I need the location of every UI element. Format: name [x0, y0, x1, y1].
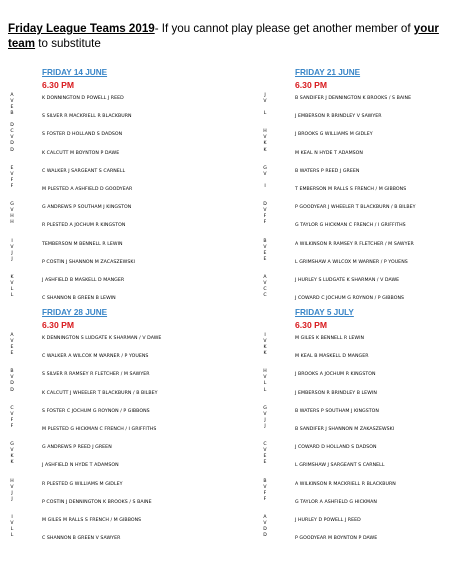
team-players: M PLESTED A ASHFIELD D GOODYEAR: [42, 187, 133, 192]
team-code: [6, 269, 18, 275]
team-players: P COSTIN J DENNINGTON K BROOKS / S BAINE: [42, 499, 152, 505]
fixture-row: [6, 239, 234, 259]
fixture-row: [259, 406, 457, 426]
team-players: M KEAL B MASKELL D MANGER: [295, 354, 369, 360]
team-code: [259, 232, 271, 238]
team-codes: [259, 497, 271, 515]
team-codes: [259, 148, 271, 166]
team-code: D: [10, 141, 14, 147]
fixture-row: [259, 275, 457, 295]
team-players: A WILKINSON R RAMSEY R FLETCHER / M SAWYER: [295, 241, 414, 247]
fixture-row: [259, 460, 457, 480]
fixture-row: [6, 129, 234, 149]
team-code: K: [263, 351, 267, 357]
team-players: K CALCUTT M BOYNTON P DAWE: [42, 150, 120, 156]
team-codes: [259, 293, 271, 311]
team-code: A: [263, 515, 267, 520]
team-code: B: [263, 478, 267, 484]
team-code: [259, 509, 271, 515]
team-players: S SILVER R RAMSEY R FLETCHER / M SAWYER: [42, 372, 150, 378]
team-players: J ASHFIELD B MASKELL D MANGER: [42, 278, 125, 283]
team-players: M GILES K BENNELL R LEWIN: [295, 336, 365, 341]
fixture-row: [259, 184, 457, 204]
team-code: V: [10, 521, 14, 526]
team-codes: [6, 351, 18, 369]
team-code: V: [10, 448, 14, 454]
team-codes: [6, 111, 18, 129]
fixture-row: [259, 497, 457, 517]
team-code: B: [263, 238, 267, 244]
fixture-row: [6, 369, 234, 389]
team-code: I: [11, 515, 13, 520]
team-codes: [6, 275, 18, 293]
team-players: J HURLEY S LUDGATE K SHARMAN / V DAWE: [295, 278, 400, 283]
team-codes: [6, 497, 18, 515]
fixture-row: [6, 93, 234, 113]
team-code: L: [263, 381, 267, 387]
team-players: J EMBERSON R BRINDLEY B LEWIN: [295, 390, 377, 396]
team-players: G ANDREWS P REED J GREEN: [42, 445, 112, 451]
team-code: [259, 178, 271, 184]
team-code: V: [10, 171, 14, 177]
team-codes: [6, 220, 18, 238]
fixture-row: [259, 388, 457, 408]
team-code: H: [263, 129, 267, 135]
team-players: B SANDIFER J DENNINGTON K BROOKS / S BAINE: [295, 96, 412, 101]
fixture-row: [259, 424, 457, 444]
team-code: L: [263, 111, 267, 117]
team-players: C WALKER A WILCOX M WARNER / P YOUENS: [42, 354, 149, 360]
team-codes: [6, 369, 18, 387]
team-codes: [259, 239, 271, 257]
team-codes: [6, 166, 18, 184]
team-codes: [259, 406, 271, 424]
team-code: D: [263, 533, 267, 539]
team-code: I: [11, 238, 13, 244]
team-code: G: [263, 405, 267, 411]
team-players: S FOSTER D HOLLAND S DADSON: [42, 132, 123, 138]
team-players: J COWARD D HOLLAND S DADSON: [295, 445, 377, 451]
team-code: [6, 472, 18, 478]
team-codes: [259, 479, 271, 497]
team-code: B: [10, 111, 14, 117]
team-code: H: [10, 214, 14, 220]
team-codes: [259, 184, 271, 202]
team-players: B WATERS P REED J GREEN: [295, 168, 360, 174]
team-players: R PLESTED G WILLIAMS M GIDLEY: [42, 481, 123, 487]
team-code: F: [263, 214, 267, 220]
team-players: G TAYLOR A ASHFIELD G HICKMAN: [295, 499, 377, 505]
team-players: B WATERS P SOUTHAM J KINGSTON: [295, 408, 379, 414]
team-code: V: [263, 521, 267, 526]
fixture-date: FRIDAY 5 JULY: [295, 308, 354, 317]
team-players: T EMBERSON M RALLS S FRENCH / M GIBBONS: [295, 187, 407, 192]
team-code: [6, 305, 18, 311]
team-players: K DONNINGTON D POWELL J REED: [42, 96, 124, 101]
fixture-time: 6.30 PM: [42, 320, 75, 330]
team-code: C: [263, 293, 267, 299]
team-code: C: [263, 287, 267, 292]
fixture-row: [259, 148, 457, 168]
team-codes: [6, 333, 18, 351]
team-code: C: [263, 442, 267, 448]
fixture-row: [259, 93, 457, 113]
team-code: V: [10, 244, 14, 250]
team-players: B SANDIFER J SHANNON M ZAKASZEWSKI: [295, 427, 395, 432]
team-code: F: [10, 177, 14, 183]
team-codes: [259, 257, 271, 275]
team-code: L: [10, 293, 14, 299]
team-code: V: [10, 375, 14, 381]
team-players: J ASHFIELD N HYDE T ADAMSON: [42, 463, 119, 469]
team-code: D: [10, 387, 14, 393]
team-codes: [6, 93, 18, 111]
team-code: [6, 545, 18, 551]
team-code: J: [264, 417, 266, 423]
team-players: TEMBERSON M BENNELL R LEWIN: [42, 241, 123, 247]
team-code: E: [10, 165, 14, 171]
team-code: L: [263, 387, 267, 393]
team-players: A WILKINSON R MACKRIELL R BLACKBURN: [295, 481, 396, 487]
fixture-row: [259, 515, 457, 535]
team-codes: [259, 388, 271, 406]
fixture-row: [6, 388, 234, 408]
team-players: P COSTIN J SHANNON M ZACASZEWSKI: [42, 259, 135, 265]
team-code: K: [263, 345, 267, 350]
team-players: G TAYLOR G HICKMAN C FRENCH / I GRIFFITHS: [295, 223, 406, 229]
team-players: J BROOKS A JOCHUM R KINGSTON: [295, 372, 376, 378]
fixture-row: [6, 220, 234, 240]
team-code: [259, 305, 271, 311]
fixture-row: [6, 515, 234, 535]
team-code: [6, 232, 18, 238]
team-code: [259, 545, 271, 551]
team-code: L: [10, 533, 14, 539]
team-code: [259, 269, 271, 275]
team-code: I: [264, 333, 266, 338]
team-code: E: [10, 105, 14, 110]
fixture-row: [6, 424, 234, 444]
fixture-row: [259, 479, 457, 499]
team-players: C SHANNON B GREEN B LEWIN: [42, 296, 116, 302]
team-code: G: [10, 202, 14, 208]
team-codes: [259, 220, 271, 238]
team-players: S SILVER R MACKRIELL R BLACKBURN: [42, 114, 132, 120]
team-codes: [6, 533, 18, 551]
team-players: J COWARD C JOCHUM G ROYNON / P GIBBONS: [295, 296, 405, 302]
team-code: J: [11, 250, 13, 256]
header-instruction-end: to substitute: [35, 37, 101, 50]
team-code: V: [263, 411, 267, 417]
fixture-row: [259, 533, 457, 553]
team-players: L GRIMSHAW J SARGEANT S CARNELL: [295, 463, 385, 469]
fixture-row: [259, 351, 457, 371]
team-codes: [259, 424, 271, 442]
fixture-row: [6, 333, 234, 353]
fixture-row: [6, 293, 234, 313]
team-codes: [6, 388, 18, 406]
fixture-row: [259, 220, 457, 240]
team-code: E: [263, 460, 267, 466]
team-code: J: [11, 256, 13, 262]
team-code: A: [10, 93, 14, 98]
team-code: F: [263, 220, 267, 226]
fixture-time: 6.30 PM: [295, 320, 328, 330]
team-code: [6, 160, 18, 166]
team-players: M KEAL N HYDE T ADAMSON: [295, 150, 363, 156]
team-players: C SHANNON B GREEN V SAWYER: [42, 536, 121, 542]
team-codes: [259, 442, 271, 460]
team-codes: [259, 202, 271, 220]
fixture-row: [6, 533, 234, 553]
team-codes: [6, 515, 18, 533]
team-code: K: [10, 275, 14, 280]
team-code: G: [10, 442, 14, 448]
fixture-row: [259, 129, 457, 149]
fixture-date: FRIDAY 28 JUNE: [42, 308, 108, 317]
fixture-row: [259, 442, 457, 462]
team-code: L: [10, 527, 14, 532]
fixture-row: [6, 479, 234, 499]
team-code: K: [10, 454, 14, 460]
team-code: J: [11, 496, 13, 502]
fixture-row: [6, 148, 234, 168]
team-code: D: [10, 147, 14, 153]
page-header: [8, 21, 454, 51]
team-players: S FOSTER C JOCHUM G ROYNON / P GIBBONS: [42, 408, 150, 414]
team-players: J HURLEY D POWELL J REED: [295, 518, 361, 523]
fixture-row: [259, 239, 457, 259]
team-code: V: [10, 411, 14, 417]
team-codes: [259, 515, 271, 533]
team-codes: [259, 111, 271, 129]
team-codes: [259, 275, 271, 293]
fixture-row: [259, 369, 457, 389]
team-code: V: [263, 281, 267, 286]
fixture-row: [259, 202, 457, 222]
fixture-row: [6, 442, 234, 462]
team-code: E: [10, 351, 14, 357]
team-codes: [6, 442, 18, 460]
team-codes: [259, 166, 271, 184]
fixture-row: [6, 111, 234, 131]
fixture-row: [6, 184, 234, 204]
team-code: V: [10, 99, 14, 104]
fixture-time: 6.30 PM: [42, 80, 75, 90]
team-code: V: [263, 375, 267, 381]
team-codes: [259, 93, 271, 111]
team-code: B: [10, 369, 14, 375]
team-code: F: [263, 496, 267, 502]
header-instruction: - If you cannot play please get another member of: [154, 22, 414, 35]
team-code: V: [263, 208, 267, 214]
team-code: V: [263, 99, 267, 104]
team-code: V: [263, 448, 267, 454]
team-code: F: [10, 417, 14, 423]
team-code: J: [264, 424, 266, 429]
team-codes: [6, 129, 18, 147]
fixture-row: [259, 111, 457, 131]
team-codes: [6, 479, 18, 497]
fixture-time: 6.30 PM: [295, 80, 328, 90]
fixture-row: [6, 460, 234, 480]
fixture-date: FRIDAY 21 JUNE: [295, 68, 361, 77]
fixture-row: [6, 275, 234, 295]
team-players: M GILES M RALLS S FRENCH / M GIBBONS: [42, 518, 142, 523]
fixture-row: [6, 202, 234, 222]
fixture-row: [259, 333, 457, 353]
fixture-row: [6, 406, 234, 426]
team-code: V: [263, 135, 267, 141]
team-code: [259, 400, 271, 406]
team-code: D: [263, 527, 267, 532]
team-code: D: [10, 381, 14, 387]
fixture-date: FRIDAY 14 JUNE: [42, 68, 108, 77]
team-code: D: [263, 202, 267, 208]
team-code: V: [10, 135, 14, 141]
team-players: P GOODYEAR M BOYNTON P DAWE: [295, 536, 378, 542]
team-code: V: [10, 281, 14, 286]
team-code: E: [263, 454, 267, 460]
team-code: C: [10, 405, 14, 411]
fixture-row: [259, 166, 457, 186]
header-emphasis: your team: [8, 22, 439, 50]
team-players: J BROOKS G WILLIAMS M GIDLEY: [295, 132, 373, 138]
fixture-row: [259, 257, 457, 277]
team-players: L GRIMSHAW A WILCOX M WARNER / P YOUENS: [295, 259, 408, 265]
team-code: V: [263, 339, 267, 344]
fixture-row: [6, 497, 234, 517]
fixture-row: [6, 166, 234, 186]
team-code: K: [263, 147, 267, 153]
team-code: D: [10, 123, 14, 129]
team-codes: [6, 406, 18, 424]
fixture-row: [6, 351, 234, 371]
team-code: [259, 160, 271, 166]
team-code: [6, 509, 18, 515]
team-players: K CALCUTT J WHEELER T BLACKBURN / B BILBEY: [42, 390, 158, 396]
team-code: V: [10, 208, 14, 214]
team-codes: [259, 351, 271, 369]
fixture-row: [259, 293, 457, 313]
team-code: V: [263, 171, 267, 177]
team-codes: [6, 148, 18, 166]
team-codes: [6, 257, 18, 275]
league-title: Friday League Teams 2019: [8, 22, 155, 35]
team-codes: [259, 533, 271, 551]
team-codes: [6, 460, 18, 478]
team-code: V: [10, 484, 14, 490]
team-code: L: [10, 287, 14, 292]
team-code: G: [263, 165, 267, 171]
team-code: I: [264, 184, 266, 189]
team-players: P GOODYEAR J WHEELER T BLACKBURN / B BILBEY: [295, 205, 416, 211]
team-players: K DENNINGTON S LUDGATE K SHARMAN / V DAWE: [42, 336, 162, 341]
team-code: K: [10, 460, 14, 466]
team-codes: [259, 129, 271, 147]
team-players: R PLESTED A JOCHUM R KINGSTON: [42, 223, 126, 229]
team-codes: [259, 460, 271, 478]
team-codes: [6, 239, 18, 257]
team-code: A: [10, 333, 14, 338]
team-code: J: [264, 93, 266, 98]
team-code: F: [263, 490, 267, 496]
fixture-row: [6, 257, 234, 277]
team-code: V: [10, 339, 14, 344]
team-codes: [259, 333, 271, 351]
team-code: H: [10, 478, 14, 484]
team-players: G ANDREWS P SOUTHAM J KINGSTON: [42, 205, 132, 211]
team-code: K: [263, 141, 267, 147]
team-players: J EMBERSON R BRINDLEY V SAWYER: [295, 114, 382, 120]
team-codes: [6, 184, 18, 202]
team-code: V: [263, 484, 267, 490]
team-code: C: [10, 129, 14, 135]
team-code: [6, 400, 18, 406]
team-players: M PLESTED G HICKMAN C FRENCH / I GRIFFITHS: [42, 427, 157, 432]
team-codes: [259, 369, 271, 387]
team-codes: [6, 293, 18, 311]
team-code: F: [10, 424, 14, 429]
team-codes: [6, 202, 18, 220]
team-codes: [6, 424, 18, 442]
team-code: H: [10, 220, 14, 226]
team-code: E: [263, 250, 267, 256]
team-code: [259, 472, 271, 478]
team-players: C WALKER J SARGEANT S CARNELL: [42, 168, 126, 174]
team-code: F: [10, 184, 14, 189]
team-code: V: [263, 244, 267, 250]
team-code: A: [263, 275, 267, 280]
team-code: E: [263, 256, 267, 262]
team-code: J: [11, 490, 13, 496]
team-code: H: [263, 369, 267, 375]
team-code: E: [10, 345, 14, 350]
